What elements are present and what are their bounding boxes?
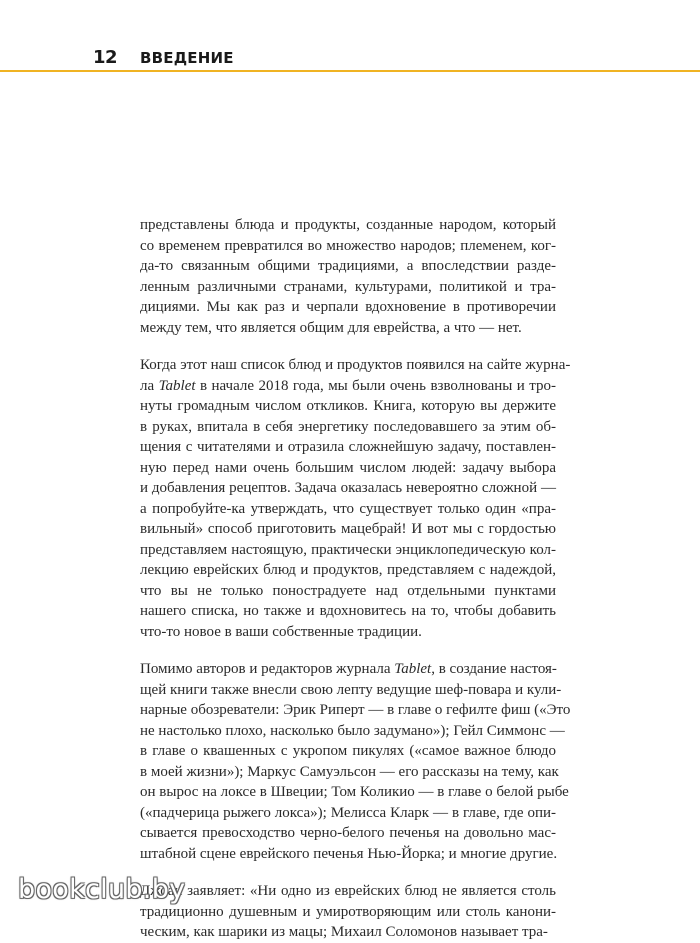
text-line: он вырос на локсе в Швеции; Том Коликио — в главе о белой рыбе — [140, 784, 569, 800]
text-line: Джоан заявляет: «Ни одно из еврейских блюд не является столь — [140, 883, 556, 899]
text-line: в руках, впитала в себя энергетику последовавшего за этим об- — [140, 418, 556, 435]
paragraph — [140, 659, 571, 864]
text-line: вильный» способ приготовить мацебрай! И вот мы с гордостью — [140, 521, 556, 537]
text-line: нарные обозреватели: Эрик Риперт — в главе о гефилте фиш («Это — [140, 702, 571, 718]
text-line: штабной сцене еврейского печенья Нью-Йорка; и многие другие. — [140, 845, 558, 862]
text-line: в моей жизни»); Маркус Самуэльсон — его рассказы на тему, как — [140, 763, 559, 780]
paragraph — [140, 881, 556, 943]
text-line: («падчерица рыжего локса»); Мелисса Кларк — в главе, где опи- — [140, 804, 556, 821]
page-number: 12 — [93, 47, 118, 68]
text-line: сывается превосходство черно-белого печенья на довольно мас- — [140, 825, 556, 841]
text-line: что-то новое в ваши собственные традиции. — [140, 623, 422, 640]
text-line: ленным различными странами, культурами, политикой и тра- — [140, 278, 556, 295]
text-line: и добавления рецептов. Задача оказалась невероятно сложной — — [140, 480, 556, 496]
section-title: ВВЕДЕНИЕ — [140, 49, 234, 67]
text-line: в главе о квашенных с укропом пикулях («самое важное блюдо — [140, 743, 556, 759]
text-line: да-то связанным общими традициями, а впоследствии разде- — [140, 258, 556, 274]
text-line: Помимо авторов и редакторов журнала Tablet, в создание настоя- — [140, 661, 557, 677]
text-line: щей книги также внесли свою лепту ведущие шеф-повара и кули- — [140, 681, 562, 698]
text-line: ла Tablet в начале 2018 года, мы были очень взволнованы и тро- — [140, 377, 556, 394]
text-line: традиционно душевным и умиротворяющим или столь канони- — [140, 903, 556, 920]
text-line: лекцию еврейских блюд и продуктов, представляем с надеждой, — [140, 562, 556, 578]
text-line: что вы не только понострадуете над отдельными пунктами — [140, 582, 556, 599]
text-line: щения с читателями и отразила сложнейшую задачу, поставлен- — [140, 439, 556, 455]
text-line: не настолько плохо, насколько было задумано»); Гейл Симмонс — — [140, 722, 565, 739]
body-text — [140, 215, 571, 943]
text-line: нашего списка, но также и вдохновитесь на то, чтобы добавить — [140, 603, 556, 619]
text-line: между тем, что является общим для еврейства, а что — нет. — [140, 319, 522, 336]
text-line: а попробуйте-ка утверждать, что существует только один «пра- — [140, 500, 556, 517]
text-line: дициями. Мы как раз и черпали вдохновение в противоречии — [140, 299, 556, 315]
text-line: со временем превратился во множество народов; племенем, ког- — [140, 237, 556, 254]
paragraph — [140, 355, 571, 642]
text-line: представлены блюда и продукты, созданные народом, который — [140, 217, 556, 233]
text-line: представляем настоящую, практически энциклопедическую кол- — [140, 541, 556, 558]
header-rule — [0, 70, 700, 72]
watermark: bookclub.by — [18, 874, 186, 905]
text-line: Когда этот наш список блюд и продуктов появился на сайте журна- — [140, 357, 571, 373]
text-line: нуты громадным числом откликов. Книга, которую вы держите — [140, 398, 556, 414]
paragraph — [140, 215, 556, 338]
running-header — [0, 0, 700, 70]
text-line: ческим, как шарики из мацы; Михаил Соломонов называет тра- — [140, 924, 548, 940]
text-line: ную перед нами очень большим числом людей: задачу выбора — [140, 459, 556, 476]
